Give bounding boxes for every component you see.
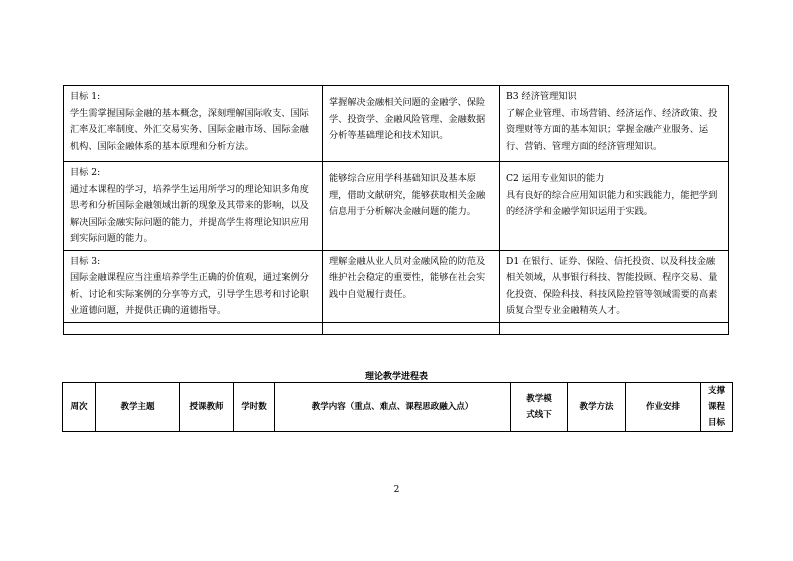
header-topic: 教学主题	[96, 383, 180, 432]
header-method: 教学方法	[568, 383, 626, 432]
requirement-text: 掌握解决金融相关问题的金融学、保险学、投资学、金融风险管理、金融数据分析等基础理论和技术知识。	[329, 97, 486, 141]
schedule-table	[62, 382, 733, 432]
goal-text: 学生需掌握国际金融的基本概念，深刻理解国际收支、国际汇率及汇率制度、外汇交易实务、国际金融市场、国际金融机构、国际金融体系的基本原理和分析方法。	[70, 107, 309, 152]
indicator-cell	[500, 162, 729, 251]
objective-row	[64, 162, 729, 251]
goal-text: 国际金融课程应当注重培养学生正确的价值观，通过案例分析、讨论和实际案例的分享等方式，引导学生思考和讨论职业道德问题，并提供正确的道德指导。	[70, 272, 309, 316]
requirement-cell	[323, 162, 500, 251]
schedule-title: 理论教学进程表	[364, 372, 428, 382]
indicator-cell	[500, 86, 729, 162]
header-week: 周次	[63, 383, 96, 432]
indicator-text: D1 在银行、证券、保险、信托投资、以及科技金融相关领域，从事银行科技、智能投顾、程序交易、量化投资、保险科技、科技风险控管等领域需要的高素质复合型专业金融精英人才。	[506, 255, 718, 316]
schedule-header-row	[63, 383, 733, 432]
requirement-cell	[323, 250, 500, 322]
goal-label: 目标 2:	[70, 167, 101, 178]
goal-cell	[64, 250, 323, 322]
header-hours: 学时数	[234, 383, 275, 432]
empty-cell	[64, 322, 323, 334]
objective-row	[64, 86, 729, 162]
requirement-text: 理解金融从业人员对金融风险的防范及维护社会稳定的重要性，能够在社会实践中自觉履行责任。	[329, 255, 486, 300]
goal-label: 目标 3:	[70, 255, 101, 267]
indicator-title: C2 运用专业知识的能力	[506, 173, 605, 184]
header-teacher: 授课教师	[180, 383, 234, 432]
header-mode: 教学模式线下	[511, 383, 568, 432]
empty-cell	[500, 322, 729, 334]
goal-label: 目标 1:	[70, 91, 101, 102]
header-homework: 作业安排	[626, 383, 701, 432]
goal-cell	[64, 86, 323, 162]
objectives-table	[63, 85, 729, 335]
empty-row	[64, 322, 729, 334]
indicator-text: 具有良好的综合应用知识能力和实践能力，能把学到的经济学和金融学知识运用于实践。	[506, 189, 718, 217]
indicator-title: B3 经济管理知识	[506, 91, 577, 102]
requirement-text: 能够综合应用学科基础知识及基本原理，借助文献研究，能够获取相关金融信息用于分析解决金融问题的能力。	[329, 173, 486, 217]
requirement-cell	[323, 86, 500, 162]
goal-cell	[64, 162, 323, 251]
header-support: 支撑课程目标	[701, 383, 733, 432]
goal-text: 通过本课程的学习，培养学生运用所学习的理论知识多角度思考和分析国际金融领域出新的现象及其带来的影响，以及解决国际金融实际问题的能力，并提高学生将理论知识应用到实际问题的能力。	[70, 183, 309, 244]
page-number: 2	[393, 485, 400, 495]
indicator-cell	[500, 250, 729, 322]
objective-row	[64, 250, 729, 322]
indicator-text: 了解企业管理、市场营销、经济运作、经济政策、投资理财等方面的基本知识；掌握金融产业服务、运行、营销、管理方面的经济管理知识。	[506, 107, 718, 152]
header-content: 教学内容（重点、难点、课程思政融入点）	[275, 383, 511, 432]
empty-cell	[323, 322, 500, 334]
